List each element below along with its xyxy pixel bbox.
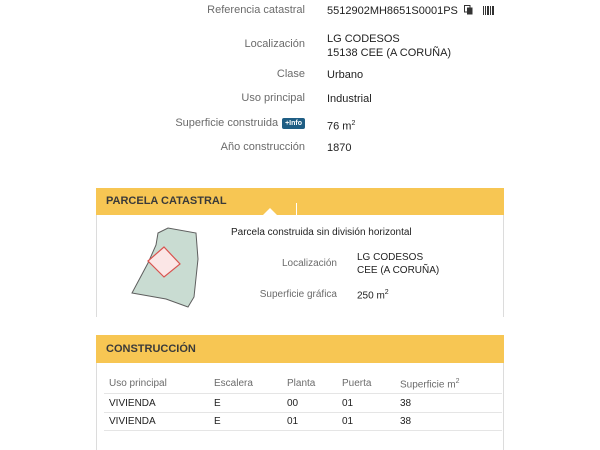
cell-escalera: E [214,398,221,409]
loc-line2: 15138 CEE (A CORUÑA) [327,47,452,59]
clase-value: Urbano [327,69,364,81]
barcode-icon[interactable] [483,5,494,19]
cell-uso: VIVIENDA [109,398,156,409]
parcela-loc-line2: CEE (A CORUÑA) [357,265,440,276]
parcela-loc-value [357,251,439,277]
parcela-sup-label: Superficie gráfica [259,289,337,300]
uso-label: Uso principal [241,92,305,104]
clase-label: Clase [276,68,305,80]
superficie-value: 76 m [327,120,352,133]
col-uso: Uso principal [109,378,167,389]
uso-value: Industrial [327,93,372,105]
parcela-sup-exponent: 2 [384,289,389,296]
ref-value[interactable]: 5512902MH8651S0001PS [327,5,458,17]
col-superficie [400,378,459,390]
col-puerta: Puerta [342,378,372,389]
cell-puerta: 01 [342,398,354,409]
cell-puerta: 01 [342,416,354,427]
construccion-header: CONSTRUCCIÓN [96,335,504,363]
col-superficie-label: Superficie m [400,379,456,391]
loc-label: Localización [244,38,305,50]
superficie-value-wrap [327,117,355,134]
col-planta: Planta [287,378,316,389]
superficie-label-wrap [175,117,305,129]
parcela-description: Parcela construida sin división horizontal [231,227,412,238]
copy-icon[interactable] [464,5,473,19]
col-superficie-exponent: 2 [455,378,460,385]
parcela-header: PARCELA CATASTRAL [96,188,504,215]
parcel-sketch[interactable] [128,225,210,316]
cell-superficie: 38 [400,398,412,409]
header-divider [104,393,502,394]
loc-value [327,32,451,60]
ref-value-wrap [327,4,494,19]
parcela-sup-value: 250 m [357,290,385,302]
parcela-loc-label: Localización [281,258,337,269]
cell-escalera: E [214,416,221,427]
pointer-arrow [263,208,277,215]
col-escalera: Escalera [214,378,253,389]
cell-superficie: 38 [400,416,412,427]
loc-line1: LG CODESOS [327,33,400,45]
row-divider [104,412,502,413]
row-divider [104,430,502,431]
header-gap-mark [296,203,297,215]
superficie-exponent: 2 [351,120,356,127]
parcela-sup-value-wrap [357,289,389,301]
cell-planta: 00 [287,398,299,409]
ref-label: Referencia catastral [207,4,305,16]
ano-value: 1870 [327,142,352,154]
parcela-loc-line1: LG CODESOS [357,252,424,263]
construccion-panel [96,363,504,450]
superficie-label: Superficie construida [175,117,279,129]
cell-uso: VIVIENDA [109,416,156,427]
info-button[interactable]: +Info [282,118,305,129]
cell-planta: 01 [287,416,299,427]
ano-label: Año construcción [220,141,305,153]
